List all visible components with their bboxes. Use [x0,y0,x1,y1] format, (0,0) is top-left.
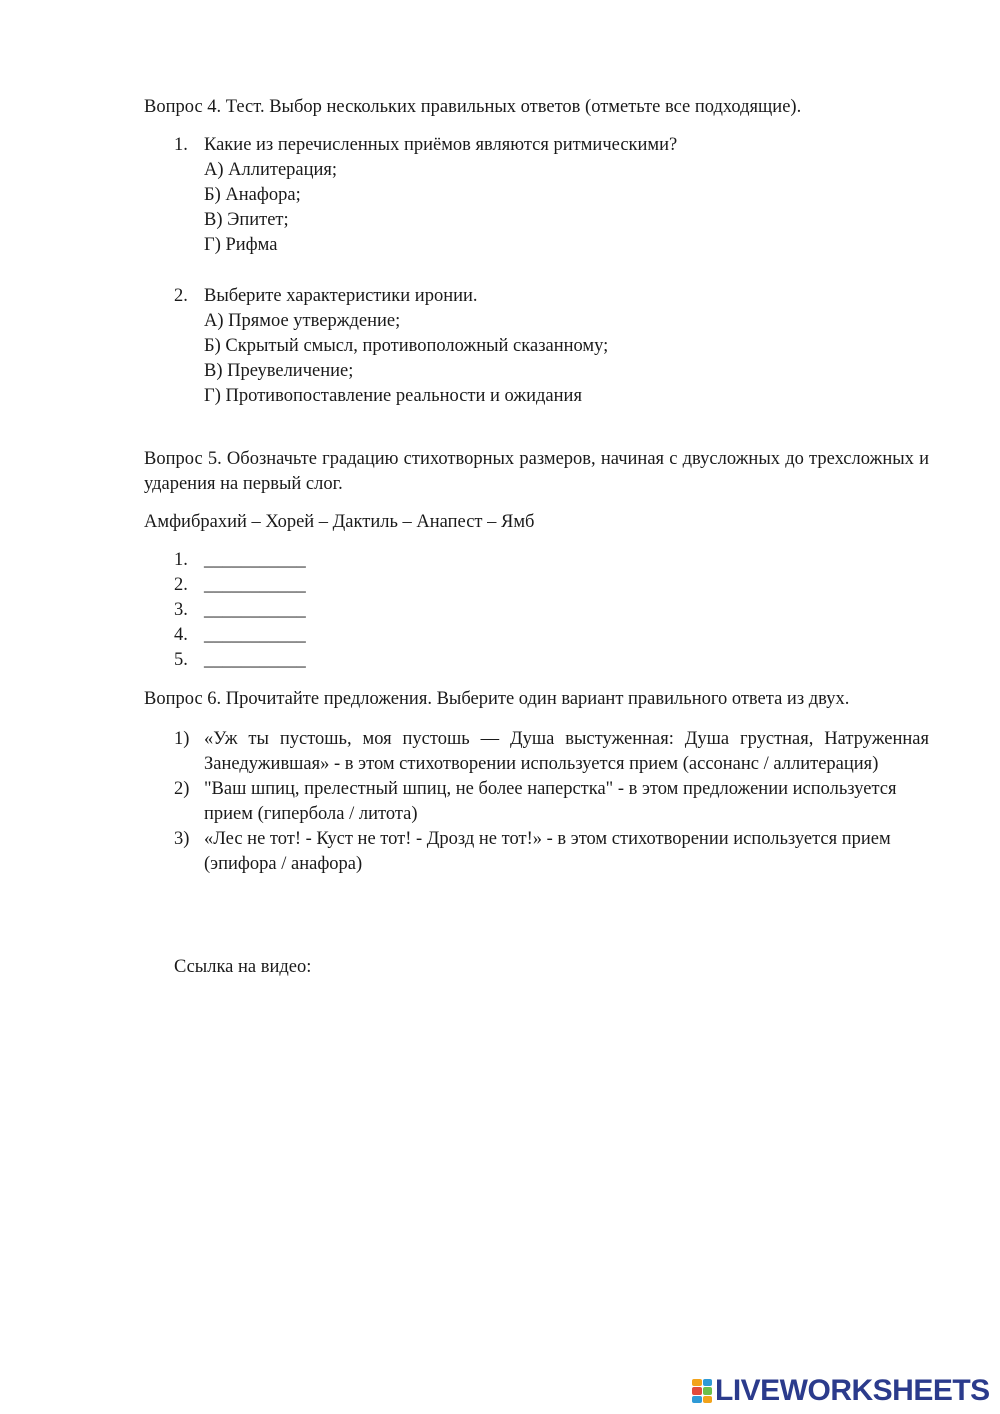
q4-item-1-option-a[interactable]: А) Аллитерация; [204,160,338,180]
q6-item-3-number: 3) [174,829,190,849]
liveworksheets-logo-text: LIVEWORKSHEETS [715,1374,990,1407]
q6-item-1-number: 1) [174,729,190,749]
q4-item-2-option-d[interactable]: Г) Противопоставление реальности и ожидания [204,386,582,406]
q5-blank-3-input[interactable]: ___________ [204,600,306,620]
video-link-label: Ссылка на видео: [174,957,312,977]
logo-tile [692,1379,702,1386]
q6-list [144,727,929,877]
q4-item-1-options [204,158,929,258]
logo-tile [692,1387,702,1394]
q5-blank-3-number: 3. [174,600,188,620]
q4-item-2-option-b[interactable]: Б) Скрытый смысл, противоположный сказанному; [204,336,609,356]
q6-item-3-text: «Лес не тот! - Куст не тот! - Дрозд не тот!» - в этом стихотворении используется прием (эпифора / анафора) [204,829,891,874]
q5-blank-3 [144,598,929,623]
q5-blanks-list [144,548,929,673]
q5-blank-5 [144,648,929,673]
q4-item-2-number: 2. [174,286,188,306]
q4-item-2-option-c[interactable]: В) Преувеличение; [204,361,354,381]
q4-list-2 [144,284,929,409]
logo-tile [692,1396,702,1403]
q4-item-2-question: Выберите характеристики иронии. [204,286,478,306]
q4-item-1-question: Какие из перечисленных приёмов являются ритмическими? [204,135,678,155]
q4-item-1-number: 1. [174,135,188,155]
q6-item-2-text: "Ваш шпиц, прелестный шпиц, не более наперстка" - в этом предложении используется прием (гипербола / литота) [204,779,897,824]
q5-blank-4-number: 4. [174,625,188,645]
q6-item-2 [144,777,929,827]
logo-tile [703,1387,713,1394]
liveworksheets-logo [692,1376,990,1406]
q4-item-1 [144,133,929,258]
q5-blank-1 [144,548,929,573]
q6-item-2-number: 2) [174,779,190,799]
liveworksheets-logo-icon [692,1379,712,1403]
q6-item-1-text: «Уж ты пустошь, моя пустошь — Душа выстуженная: Душа грустная, Натруженная Занедужившая» - в этом стихотворении используется прием (ассонанс / аллитерация) [204,729,929,774]
q5-blank-1-input[interactable]: ___________ [204,550,306,570]
q4-heading: Вопрос 4. Тест. Выбор нескольких правильных ответов (отметьте все подходящие). [144,97,802,117]
q5-heading: Вопрос 5. Обозначьте градацию стихотворных размеров, начиная с двусложных до трехсложных и ударения на первый слог. [144,449,929,494]
logo-tile [703,1396,713,1403]
q5-blank-5-input[interactable]: ___________ [204,650,306,670]
q4-item-1-option-d[interactable]: Г) Рифма [204,235,278,255]
q6-item-1 [144,727,929,777]
q5-blank-2-input[interactable]: ___________ [204,575,306,595]
q5-blank-2-number: 2. [174,575,188,595]
q6-item-3 [144,827,929,877]
q5-blank-1-number: 1. [174,550,188,570]
q4-item-2-option-a[interactable]: А) Прямое утверждение; [204,311,401,331]
q4-item-1-option-b[interactable]: Б) Анафора; [204,185,301,205]
q5-blank-5-number: 5. [174,650,188,670]
q5-blank-2 [144,573,929,598]
q5-blank-4-input[interactable]: ___________ [204,625,306,645]
q5-options-line: Амфибрахий – Хорей – Дактиль – Анапест – Ямб [144,512,535,532]
q4-list [144,133,929,258]
q5-blank-4 [144,623,929,648]
q4-item-2 [144,284,929,409]
logo-tile [703,1379,713,1386]
q6-heading: Вопрос 6. Прочитайте предложения. Выберите один вариант правильного ответа из двух. [144,689,850,709]
q4-item-1-option-c[interactable]: В) Эпитет; [204,210,289,230]
q4-item-2-options [204,309,929,409]
